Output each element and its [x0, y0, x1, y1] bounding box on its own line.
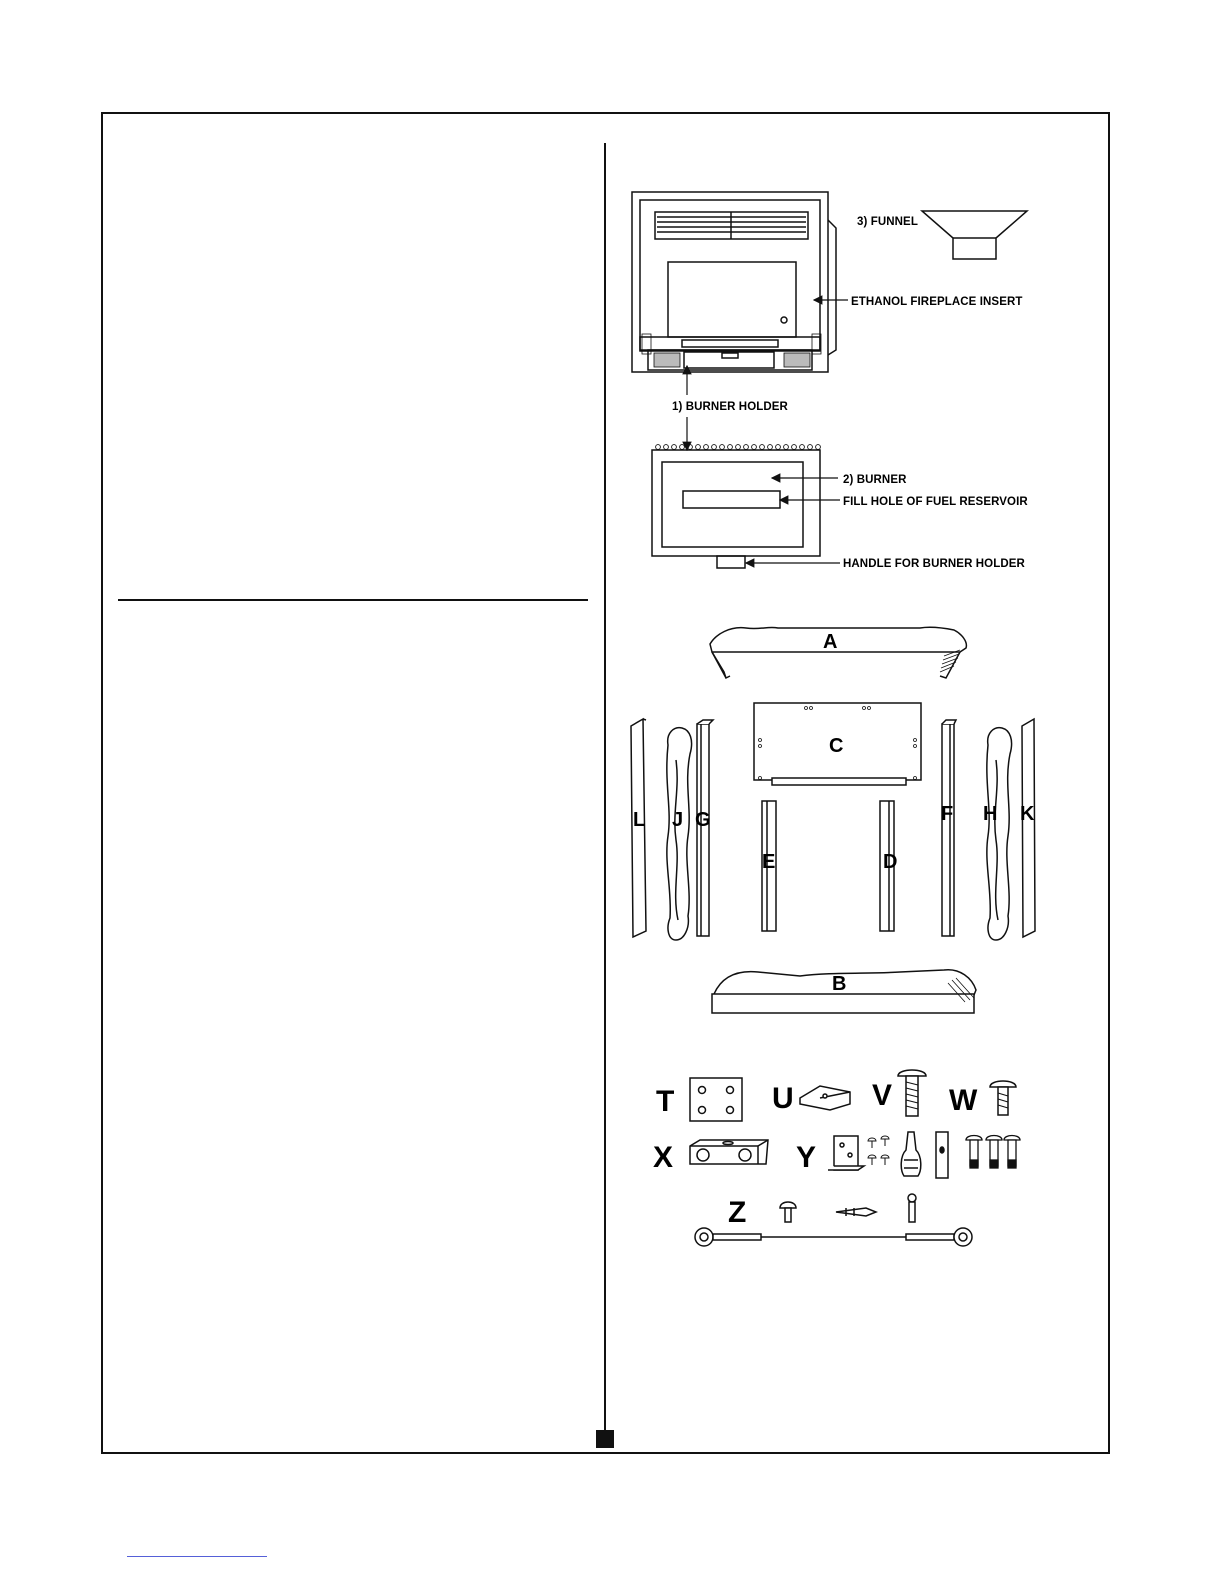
fill-hole-label: FILL HOLE OF FUEL RESERVOIR	[843, 496, 1028, 508]
part-letter-a: A	[823, 631, 838, 653]
hardware-u-clip	[800, 1086, 850, 1110]
burner-label: 2) BURNER	[843, 474, 907, 486]
burner-holder-label: 1) BURNER HOLDER	[672, 401, 788, 413]
handle-label: HANDLE FOR BURNER HOLDER	[843, 558, 1025, 570]
hardware-letter-t: T	[656, 1085, 675, 1118]
part-h-column	[987, 728, 1012, 940]
part-letter-c: C	[829, 735, 844, 757]
hardware-v-bolt	[898, 1070, 926, 1116]
burner-holder-holes	[656, 445, 821, 450]
part-letter-h: H	[983, 803, 998, 825]
funnel-drawing	[922, 211, 1027, 259]
part-letter-k: K	[1020, 803, 1035, 825]
hardware-letter-z: Z	[728, 1196, 747, 1229]
funnel-label: 3) FUNNEL	[857, 216, 918, 228]
part-letter-d: D	[883, 851, 898, 873]
part-letter-g: G	[695, 809, 711, 831]
burner-holder-drawing	[652, 445, 820, 568]
hardware-y-bolts	[966, 1136, 1020, 1169]
hardware-x-block	[690, 1140, 768, 1164]
hardware-w-bolt	[990, 1081, 1016, 1115]
part-letter-j: J	[672, 809, 684, 831]
hardware-y-set	[828, 1132, 948, 1178]
hardware-letter-u: U	[772, 1082, 794, 1115]
part-j-column	[667, 728, 692, 940]
hardware-letter-x: X	[653, 1141, 674, 1174]
part-letter-l: L	[633, 809, 646, 831]
part-f-bracket	[942, 720, 956, 936]
part-letter-e: E	[762, 851, 776, 873]
hardware-letter-w: W	[949, 1084, 978, 1117]
hardware-t-plate	[690, 1078, 742, 1121]
hardware-letter-y: Y	[796, 1141, 817, 1174]
part-letter-f: F	[941, 803, 954, 825]
part-k-board	[1022, 719, 1035, 937]
hardware-letter-v: V	[872, 1079, 893, 1112]
insert-label: ETHANOL FIREPLACE INSERT	[851, 296, 1023, 308]
part-a-top-mantel	[710, 627, 966, 678]
part-letter-b: B	[832, 973, 847, 995]
fireplace-insert-drawing	[632, 192, 836, 372]
